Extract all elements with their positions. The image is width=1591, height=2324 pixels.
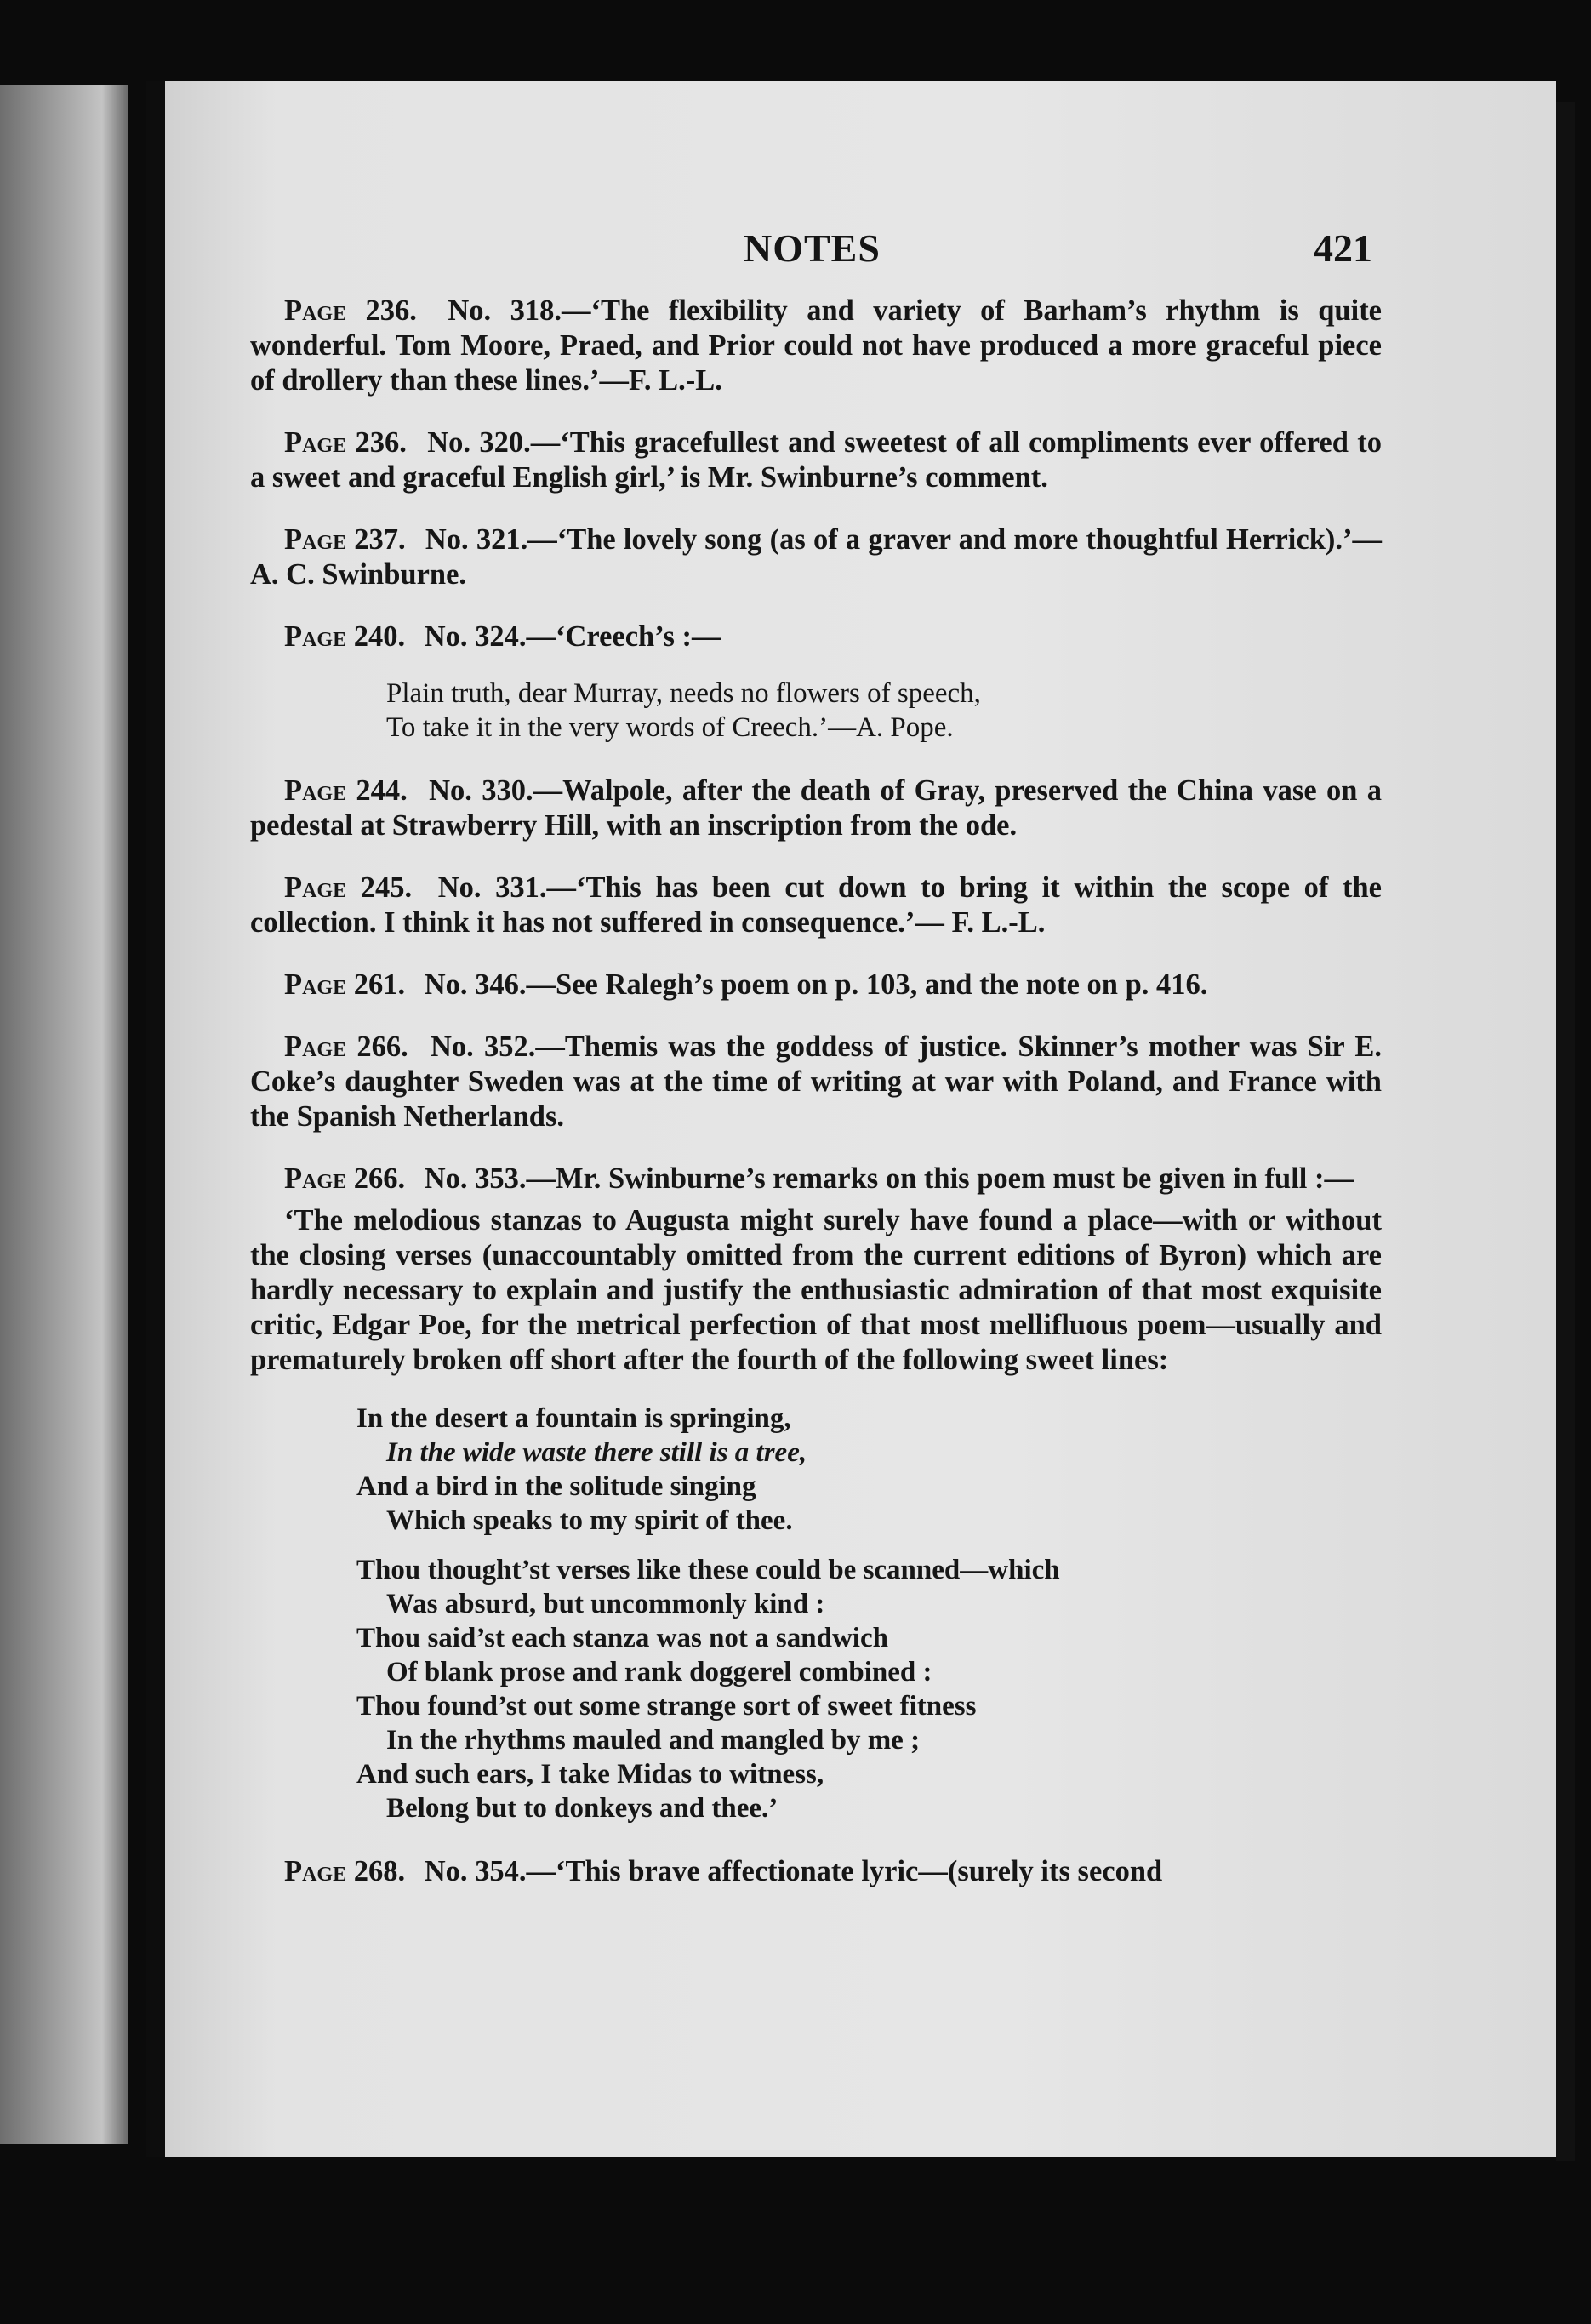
note-text: ‘This gracefullest and sweetest of all compliments ever offered to a sweet and graceful English girl,’ is Mr. Swinburne’s comment. (250, 426, 1383, 494)
note-text: Walpole, after the death of Gray, preserved the China vase on a pedestal at Strawberry Hill, with an inscription from the ode. (250, 774, 1382, 842)
page-number: 421 (1314, 226, 1372, 270)
note-text: ‘The flexibility and variety of Barham’s rhythm is quite wonderful. Tom Moore, Praed, and Prior could not have produced a more graceful piece of drollery than these lines.’—F. L.-L. (250, 294, 1382, 397)
note-text: See Ralegh’s poem on p. 103, and the note on p. 416. (556, 968, 1208, 1001)
note-page-ref: Page 236. (284, 426, 407, 459)
note-page-ref: Page 268. (284, 1855, 406, 1887)
swinburne-quotation: ‘The melodious stanzas to Augusta might surely have found a place—with or without the closing verses (unaccountably omitted from the current editions of Byron) which are hardly necessary to explain and justify the enthusiastic admiration of that most exquisite critic, Edgar Poe, for the metrical perfection of that most mellifluous poem—usually and prematurely broken off short after the fourth of the following sweet lines: (250, 1204, 1382, 1376)
note-page-ref: Page 245. (284, 871, 413, 904)
page-edge-shadow (1556, 102, 1575, 2161)
note-text: ‘The lovely song (as of a graver and more thoughtful Herrick).’—A. C. Swinburne. (250, 523, 1382, 591)
verse-line: Belong but to donkeys and thee.’ (386, 1793, 778, 1824)
note-324 (250, 620, 1382, 654)
verse-line: Of blank prose and rank doggerel combined : (386, 1657, 932, 1687)
note-number: No. 318.— (448, 294, 591, 327)
note-text: Mr. Swinburne’s remarks on this poem must be given in full :— (556, 1162, 1354, 1195)
note-page-ref: Page 240. (284, 620, 406, 653)
byron-stanzas (250, 1402, 1382, 1825)
adjacent-page-edge (0, 85, 128, 2144)
note-346 (250, 968, 1382, 1002)
note-number: No. 324.— (424, 620, 556, 653)
verse-line: Thou found’st out some strange sort of sweet fitness (356, 1691, 977, 1722)
note-number: No. 352.— (430, 1031, 565, 1063)
note-text: ‘This brave affectionate lyric—(surely its second (556, 1855, 1163, 1887)
note-320 (250, 425, 1382, 495)
note-page-ref: Page 266. (284, 1162, 406, 1195)
verse-line: Thou thought’st verses like these could be scanned—which (356, 1555, 1060, 1585)
book-page (165, 81, 1556, 2157)
note-352 (250, 1030, 1382, 1134)
note-page-ref: Page 236. (284, 294, 417, 327)
gutter-shadow (146, 81, 165, 2157)
page-header (165, 226, 1556, 277)
note-354 (250, 1854, 1382, 1889)
note-page-ref: Page 261. (284, 968, 406, 1001)
verse-line: Plain truth, dear Murray, needs no flowers of speech, (386, 678, 981, 709)
note-330 (250, 774, 1382, 843)
note-353 (250, 1162, 1382, 1196)
verse-line: In the desert a fountain is springing, (356, 1403, 791, 1434)
note-number: No. 321.— (425, 523, 557, 556)
verse-line: Which speaks to my spirit of thee. (386, 1505, 793, 1536)
note-page-ref: Page 244. (284, 774, 408, 807)
note-text: ‘Creech’s :— (556, 620, 721, 653)
verse-line: And a bird in the solitude singing (356, 1471, 756, 1502)
note-number: No. 354.— (424, 1855, 556, 1887)
note-number: No. 330.— (429, 774, 563, 807)
note-number: No. 346.— (424, 968, 556, 1001)
note-number: No. 320.— (427, 426, 561, 459)
running-head: NOTES (744, 226, 881, 270)
note-page-ref: Page 266. (284, 1031, 408, 1063)
verse-line: To take it in the very words of Creech.’—A. Pope. (386, 712, 954, 743)
note-331 (250, 871, 1382, 940)
verse-line: In the rhythms mauled and mangled by me ; (386, 1725, 921, 1756)
note-318 (250, 294, 1382, 398)
verse-line: In the wide waste there still is a tree, (386, 1437, 807, 1468)
note-text: ‘This has been cut down to bring it within the scope of the collection. I think it has not suffered in consequence.’— F. L.-L. (250, 871, 1382, 939)
note-page-ref: Page 237. (284, 523, 406, 556)
creech-quotation (250, 677, 1382, 745)
notes-column (250, 294, 1382, 1916)
verse-line: Was absurd, but uncommonly kind : (386, 1589, 825, 1619)
verse-line: Thou said’st each stanza was not a sandwich (356, 1623, 888, 1653)
note-321 (250, 522, 1382, 592)
stanza-break (250, 1538, 1382, 1553)
note-text: Themis was the goddess of justice. Skinner’s mother was Sir E. Coke’s daughter Sweden was at the time of writing at war with Poland, and France with the Spanish Netherlands. (250, 1031, 1382, 1133)
verse-line: And such ears, I take Midas to witness, (356, 1759, 824, 1790)
note-number: No. 353.— (424, 1162, 556, 1195)
note-number: No. 331.— (437, 871, 576, 904)
